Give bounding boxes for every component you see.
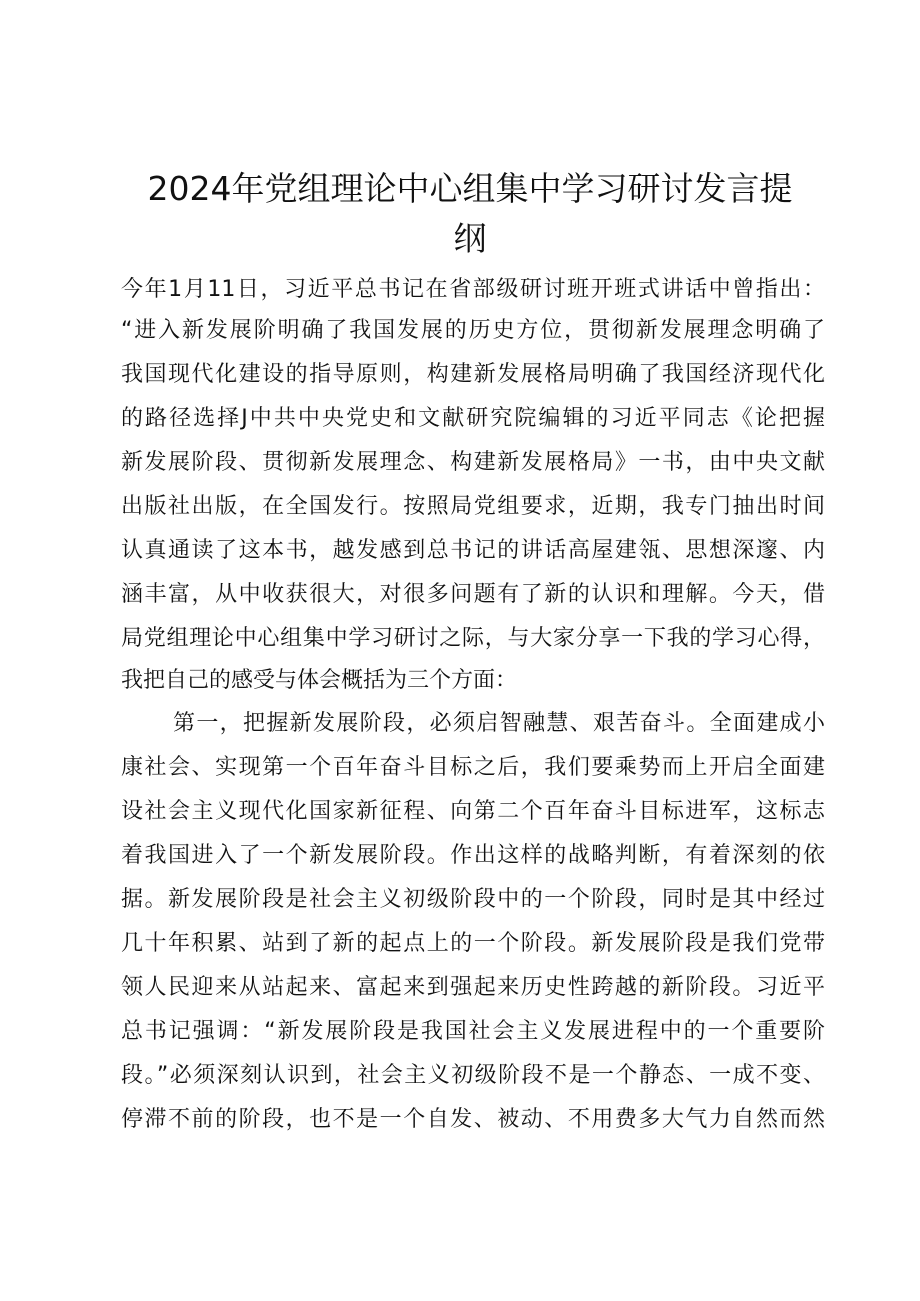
text-line: 据。新发展阶段是社会主义初级阶段中的一个阶段，同时是其中经过 xyxy=(121,887,825,912)
text-line: 我国现代化建设的指导原则，构建新发展格局明确了我国经济现代化 xyxy=(121,362,825,387)
text-line: 领人民迎来从站起来、富起来到强起来历史性跨越的新阶段。习近平 xyxy=(121,975,825,1000)
text-line: 停滞不前的阶段，也不是一个自发、被动、不用费多大气力自然而然 xyxy=(121,1107,825,1132)
text-line: 今年1月11日，习近平总书记在省部级研讨班开班式讲话中曾指出： xyxy=(121,277,825,302)
text-line: 设社会主义现代化国家新征程、向第二个百年奋斗目标进军，这标志 xyxy=(121,799,825,824)
text-line: 认真通读了这本书，越发感到总书记的讲话高屋建瓴、思想深邃、内 xyxy=(121,538,825,563)
text-line: 新发展阶段、贯彻新发展理念、构建新发展格局》一书，由中央文献 xyxy=(121,450,825,475)
text-line: 着我国进入了一个新发展阶段。作出这样的战略判断，有着深刻的依 xyxy=(121,843,825,868)
text-line: 涵丰富，从中收获很大，对很多问题有了新的认识和理解。今天，借 xyxy=(121,582,825,607)
text-line: 第一，把握新发展阶段，必须启智融慧、艰苦奋斗。全面建成小 xyxy=(173,711,825,736)
text-line: 局党组理论中心组集中学习研讨之际，与大家分享一下我的学习心得， xyxy=(121,626,825,651)
text-line: 康社会、实现第一个百年奋斗目标之后，我们要乘势而上开启全面建 xyxy=(121,755,825,780)
text-line: 我把自己的感受与体会概括为三个方面： xyxy=(121,668,518,693)
text-line: 段。”必须深刻认识到，社会主义初级阶段不是一个静态、一成不变、 xyxy=(121,1063,825,1088)
text-line: “进入新发展阶明确了我国发展的历史方位，贯彻新发展理念明确了 xyxy=(121,318,825,343)
text-line: 的路径选择J中共中央党史和文献研究院编辑的习近平同志《论把握 xyxy=(121,406,825,431)
text-line: 几十年积累、站到了新的起点上的一个阶段。新发展阶段是我们党带 xyxy=(121,931,825,956)
text-line: 出版社出版，在全国发行。按照局党组要求，近期，我专门抽出时间 xyxy=(121,494,825,519)
document-title-line-2: 纲 xyxy=(453,219,487,258)
text-line: 总书记强调：“新发展阶段是我国社会主义发展进程中的一个重要阶 xyxy=(121,1019,825,1044)
document-title-line-1: 2024年党组理论中心组集中学习研讨发言提 xyxy=(147,169,793,208)
